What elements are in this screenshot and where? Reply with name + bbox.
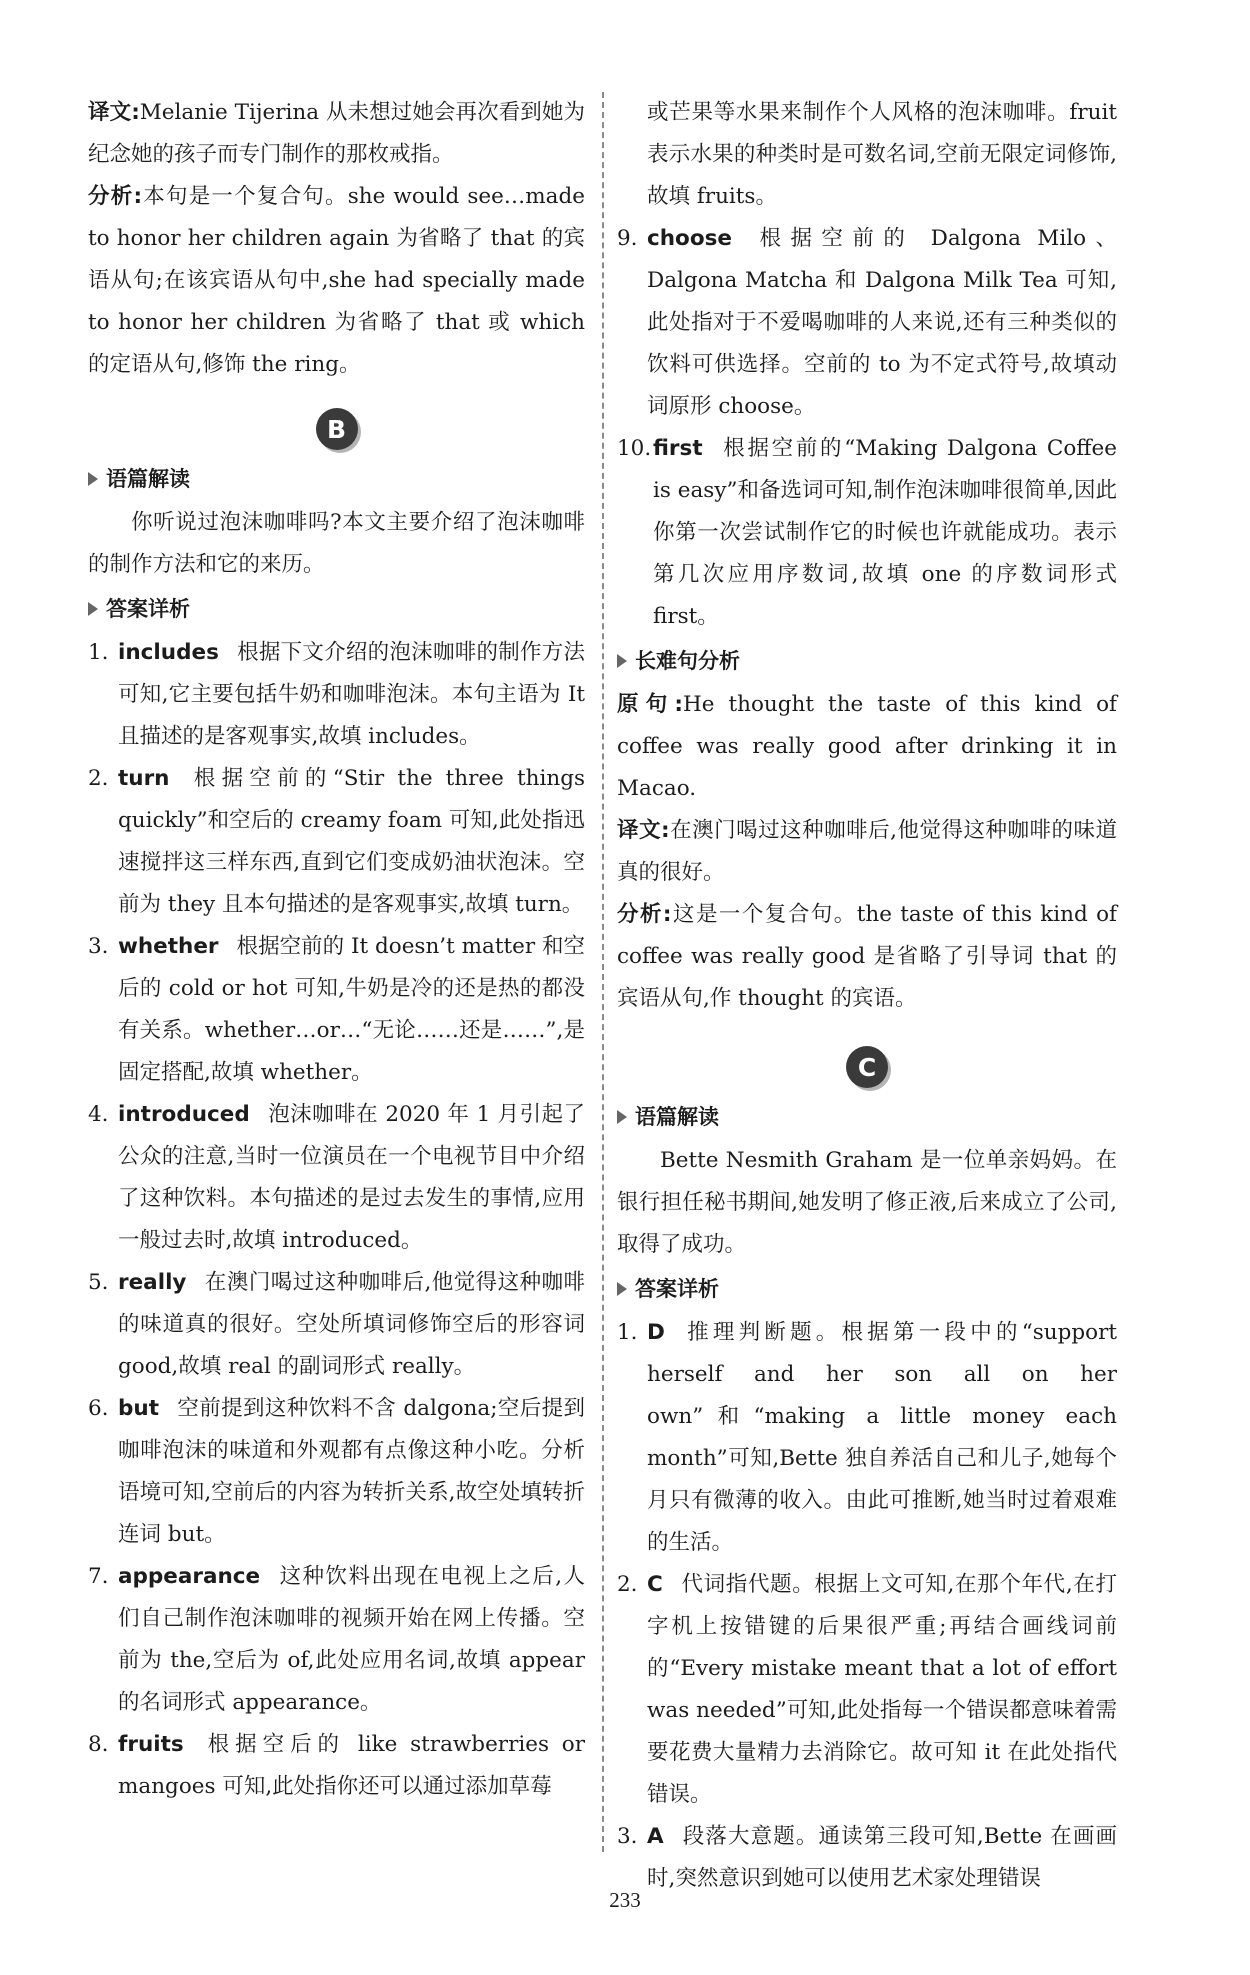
section-c-reading-heading: 语篇解读 [617, 1096, 1117, 1138]
answer-explanation [647, 1564, 1117, 1816]
answer-explanation [653, 428, 1117, 638]
list-item [88, 1556, 585, 1724]
page-number: 233 [609, 1888, 641, 1912]
answer-number: 2. [88, 766, 109, 791]
answer-word: A [647, 1824, 664, 1849]
answer-number: 1. [88, 640, 109, 665]
answer-number: 1. [617, 1320, 638, 1345]
section-b-reading-heading: 语篇解读 [88, 458, 585, 500]
answer-text: 根据空前的“Stir the three things quickly”和空后的 creamy foam 可知,此处指迅速搅拌这三样东西,直到它们变成奶油状泡沫。空前为 they 且本句描述的是客观事实,故填 turn。 [118, 766, 585, 917]
list-item [88, 758, 585, 926]
answer-number: 10. [617, 436, 652, 461]
answer-explanation [647, 1312, 1117, 1564]
list-item [88, 926, 585, 1094]
answer-text: 在澳门喝过这种咖啡后,他觉得这种咖啡的味道真的很好。空处所填词修饰空后的形容词 good,故填 real 的副词形式 really。 [118, 1270, 585, 1379]
triangle-bullet-icon [617, 654, 627, 668]
answer-text: 代词指代题。根据上文可知,在那个年代,在打字机上按错键的后果很严重;再结合画线词前的“Every mistake meant that a lot of effort was needed”可知,此处指每一个错误都意味着需要花费大量精力去消除它。故可知 it 在此处指代错误。 [647, 1572, 1117, 1807]
long-sentence-analysis: 分析:这是一个复合句。the taste of this kind of coffee was really good 是省略了引导词 that 的宾语从句,作 thought 的宾语。 [617, 902, 1117, 1011]
answer-explanation [118, 1262, 585, 1388]
answer-word: but [118, 1396, 159, 1421]
answer-number: 3. [88, 934, 109, 959]
intro-analysis: 分析:本句是一个复合句。she would see…made to honor her children again 为省略了 that 的宾语从句;在该宾语从句中,she had specially made to honor her children 为省略了 that 或 which 的定语从句,修饰 the ring。 [88, 184, 585, 377]
answer-number: 3. [617, 1824, 638, 1849]
answer-number: 8. [88, 1732, 109, 1757]
answer-text: 推理判断题。根据第一段中的“support herself and her son all on her own”和“making a little money each month”可知,Bette 独自养活自己和儿子,她每个月只有微薄的收入。由此可推断,她当时过着艰难的生活。 [647, 1320, 1117, 1555]
triangle-bullet-icon [617, 1282, 627, 1296]
answer-text: 空前提到这种饮料不含 dalgona;空后提到咖啡泡沫的味道和外观都有点像这种小吃。分析语境可知,空前后的内容为转折关系,故空处填转折连词 but。 [118, 1396, 585, 1547]
answer-number: 5. [88, 1270, 109, 1295]
answer-number: 4. [88, 1102, 109, 1127]
list-item [88, 1388, 585, 1556]
answer-word: introduced [118, 1102, 250, 1127]
answer-word: fruits [118, 1732, 184, 1757]
section-c-badge: C [846, 1046, 888, 1088]
answer-explanation [118, 1556, 585, 1724]
answer-text: 这种饮料出现在电视上之后,人们自己制作泡沫咖啡的视频开始在网上传播。空前为 the,空后为 of,此处应用名词,故填 appear 的名词形式 appearance。 [118, 1564, 585, 1715]
section-b-badge: B [316, 408, 358, 450]
answer-text: 根据空前的“Making Dalgona Coffee is easy”和备选词可知,制作泡沫咖啡很简单,因此你第一次尝试制作它的时候也许就能成功。表示第几次应用序数词,故填 one 的序数词形式 first。 [653, 436, 1117, 629]
section-b-marker [88, 408, 585, 450]
answer-explanation [118, 758, 585, 926]
list-item [617, 1564, 1117, 1816]
answer-word: appearance [118, 1564, 261, 1589]
answer-word: first [653, 436, 703, 461]
answer-text: 泡沫咖啡在 2020 年 1 月引起了公众的注意,当时一位演员在一个电视节目中介绍了这种饮料。本句描述的是过去发生的事情,应用一般过去时,故填 introduced。 [118, 1102, 585, 1253]
list-item [88, 1094, 585, 1262]
section-c-answer-list [617, 1312, 1117, 1900]
answer-explanation [118, 1388, 585, 1556]
answer-8-continuation: 或芒果等水果来制作个人风格的泡沫咖啡。fruit 表示水果的种类时是可数名词,空前无限定词修饰,故填 fruits。 [647, 100, 1117, 209]
section-c-answers-heading: 答案详析 [617, 1268, 1117, 1310]
section-b-answer-list-continued [617, 218, 1117, 638]
answer-text: 根据空前的 Dalgona Milo、Dalgona Matcha 和 Dalgona Milk Tea 可知,此处指对于不爱喝咖啡的人来说,还有三种类似的饮料可供选择。空前的 to 为不定式符号,故填动词原形 choose。 [647, 226, 1117, 419]
list-item [617, 428, 1117, 638]
triangle-bullet-icon [88, 602, 98, 616]
list-item [617, 218, 1117, 428]
answer-word: turn [118, 766, 170, 791]
triangle-bullet-icon [88, 472, 98, 486]
answer-explanation [118, 632, 585, 758]
list-item [88, 1724, 585, 1808]
section-c-reading-text: Bette Nesmith Graham 是一位单亲妈妈。在银行担任秘书期间,她发明了修正液,后来成立了公司,取得了成功。 [617, 1148, 1117, 1257]
section-b-reading-text: 你听说过泡沫咖啡吗?本文主要介绍了泡沫咖啡的制作方法和它的来历。 [88, 510, 585, 577]
section-c-marker [617, 1046, 1117, 1088]
answer-number: 6. [88, 1396, 109, 1421]
list-item [88, 1262, 585, 1388]
answer-word: D [647, 1320, 665, 1345]
intro-translation: 译文:Melanie Tijerina 从未想过她会再次看到她为纪念她的孩子而专门制作的那枚戒指。 [88, 100, 585, 167]
answer-word: C [647, 1572, 663, 1597]
answer-word: choose [647, 226, 732, 251]
list-item [88, 632, 585, 758]
answer-explanation [118, 926, 585, 1094]
answer-explanation [118, 1724, 585, 1808]
answer-text: 根据空后的 like strawberries or mangoes 可知,此处指你还可以通过添加草莓 [118, 1732, 585, 1799]
list-item [617, 1312, 1117, 1564]
answer-explanation [647, 218, 1117, 428]
answer-text: 根据空前的 It doesn’t matter 和空后的 cold or hot 可知,牛奶是冷的还是热的都没有关系。whether…or…“无论……还是……”,是固定搭配,故填 whether。 [118, 934, 585, 1085]
long-sentence-original: 原句:He thought the taste of this kind of coffee was really good after drinking it in Macao. [617, 692, 1117, 801]
answer-word: really [118, 1270, 187, 1295]
answer-word: includes [118, 640, 219, 665]
answer-word: whether [118, 934, 219, 959]
column-divider [602, 92, 604, 1852]
left-column [88, 92, 585, 1808]
answer-explanation [118, 1094, 585, 1262]
right-column [617, 92, 1117, 1900]
section-b-answer-list [88, 632, 585, 1808]
list-item [617, 92, 1117, 218]
long-sentence-heading: 长难句分析 [617, 640, 1117, 682]
answer-text: 段落大意题。通读第三段可知,Bette 在画画时,突然意识到她可以使用艺术家处理错误 [647, 1824, 1117, 1891]
answer-number: 2. [617, 1572, 638, 1597]
answer-number: 9. [617, 226, 638, 251]
long-sentence-translation: 译文:在澳门喝过这种咖啡后,他觉得这种咖啡的味道真的很好。 [617, 818, 1117, 885]
answer-number: 7. [88, 1564, 109, 1589]
answer-text: 根据下文介绍的泡沫咖啡的制作方法可知,它主要包括牛奶和咖啡泡沫。本句主语为 It 且描述的是客观事实,故填 includes。 [118, 640, 585, 749]
section-b-answers-heading: 答案详析 [88, 588, 585, 630]
triangle-bullet-icon [617, 1110, 627, 1124]
